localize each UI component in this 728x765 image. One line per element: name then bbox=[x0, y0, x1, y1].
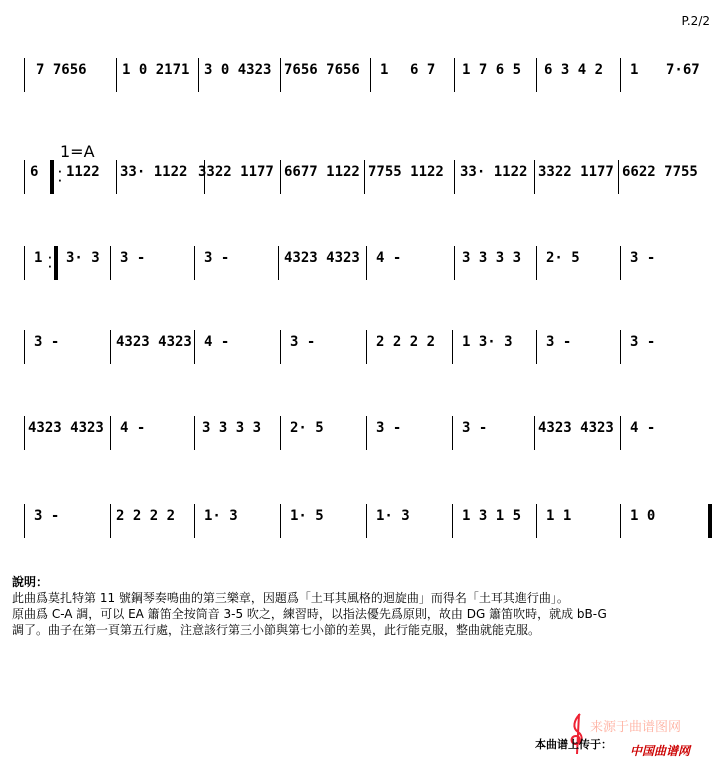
measure: 3· 3 bbox=[66, 250, 100, 266]
barline bbox=[366, 246, 367, 280]
measure: 1 0 bbox=[630, 508, 656, 524]
measure: 3 - bbox=[34, 334, 60, 350]
barline bbox=[454, 160, 455, 194]
measure: 3 - bbox=[204, 250, 230, 266]
measure: 7656 7656 bbox=[284, 62, 360, 78]
barline bbox=[116, 160, 117, 194]
measure: 1 7 6 5 bbox=[462, 62, 522, 78]
barline bbox=[618, 160, 619, 194]
barline bbox=[280, 330, 281, 364]
score-system-1 bbox=[18, 58, 718, 98]
measure: 7 7656 bbox=[36, 62, 87, 78]
page-number: P.2/2 bbox=[681, 14, 710, 28]
measure: 4323 4323 bbox=[116, 334, 192, 350]
measure: 1 3· 3 bbox=[462, 334, 513, 350]
measure: 3 - bbox=[376, 420, 402, 436]
measure: 1 bbox=[630, 62, 639, 78]
measure: 3322 1177 bbox=[538, 164, 614, 180]
barline bbox=[24, 504, 25, 538]
barline bbox=[620, 58, 621, 92]
barline bbox=[24, 330, 25, 364]
barline bbox=[194, 416, 195, 450]
measure: 1122 bbox=[66, 164, 100, 180]
measure: 3322 1177 bbox=[198, 164, 274, 180]
barline bbox=[370, 58, 371, 92]
barline bbox=[452, 504, 453, 538]
barline bbox=[280, 58, 281, 92]
measure: 1 0 2171 bbox=[122, 62, 190, 78]
barline bbox=[194, 330, 195, 364]
measure: 1 bbox=[380, 62, 389, 78]
upload-note: 本曲谱上传于： bbox=[535, 738, 612, 751]
barline bbox=[280, 160, 281, 194]
barline bbox=[366, 416, 367, 450]
measure: 1· 5 bbox=[290, 508, 324, 524]
measure: 2· 5 bbox=[546, 250, 580, 266]
measure: 2 2 2 2 bbox=[376, 334, 436, 350]
barline bbox=[110, 246, 111, 280]
measure: 6 7 bbox=[410, 62, 436, 78]
explanation-notes bbox=[12, 574, 712, 638]
barline bbox=[24, 246, 25, 280]
measure: 1 bbox=[34, 250, 43, 266]
measure: 4323 4323 bbox=[538, 420, 614, 436]
barline bbox=[366, 330, 367, 364]
score-system-4 bbox=[18, 330, 718, 370]
measure: 1· 3 bbox=[376, 508, 410, 524]
measure: 3 - bbox=[546, 334, 572, 350]
barline bbox=[536, 330, 537, 364]
measure: 6 3 4 2 bbox=[544, 62, 604, 78]
notes-line-2: 原曲爲 C-A 調，可以 EA 簫笛全按筒音 3-5 吹之，練習時，以指法優先爲原則，故由 DG 簫笛吹時，就成 bB-G bbox=[12, 607, 607, 621]
notes-line-1: 此曲爲莫扎特第 11 號鋼琴奏鳴曲的第三樂章，因題爲「土耳其風格的迴旋曲」而得名「土耳其進行曲」。 bbox=[12, 591, 569, 605]
measure: 3 - bbox=[462, 420, 488, 436]
measure: 4323 4323 bbox=[28, 420, 104, 436]
barline bbox=[110, 504, 111, 538]
notes-title: 說明： bbox=[12, 575, 49, 589]
barline bbox=[366, 504, 367, 538]
barline bbox=[452, 330, 453, 364]
key-signature: 1=A bbox=[60, 142, 95, 161]
barline bbox=[194, 246, 195, 280]
barline bbox=[620, 504, 621, 538]
site-logo: 中国曲谱网 bbox=[630, 744, 691, 758]
barline bbox=[110, 416, 111, 450]
measure: 7755 1122 bbox=[368, 164, 444, 180]
barline bbox=[364, 160, 365, 194]
measure: 3 3 3 3 bbox=[202, 420, 262, 436]
score-system-6 bbox=[18, 504, 718, 544]
measure: 33· 1122 bbox=[460, 164, 528, 180]
measure: 3 - bbox=[290, 334, 316, 350]
barline bbox=[24, 58, 25, 92]
barline bbox=[194, 504, 195, 538]
barline bbox=[280, 416, 281, 450]
notes-line-3: 調了。曲子在第一頁第五行處，注意該行第三小節與第七小節的差異，此行能克服，整曲就能克服。 bbox=[12, 623, 541, 637]
measure: 4 - bbox=[630, 420, 656, 436]
repeat-end-barline bbox=[54, 246, 58, 280]
score-system-3 bbox=[18, 246, 718, 286]
repeat-dots: · · bbox=[58, 167, 62, 187]
measure: 3 - bbox=[630, 250, 656, 266]
measure: 3 0 4323 bbox=[204, 62, 272, 78]
measure: 4 - bbox=[376, 250, 402, 266]
measure: 33· 1122 bbox=[120, 164, 188, 180]
measure: 2· 5 bbox=[290, 420, 324, 436]
barline bbox=[454, 246, 455, 280]
barline bbox=[620, 246, 621, 280]
barline bbox=[534, 160, 535, 194]
barline bbox=[536, 504, 537, 538]
barline bbox=[116, 58, 117, 92]
barline bbox=[454, 58, 455, 92]
measure: 3 - bbox=[34, 508, 60, 524]
barline bbox=[452, 416, 453, 450]
measure: 4323 4323 bbox=[284, 250, 360, 266]
repeat-dots: · · bbox=[48, 253, 52, 273]
measure: 4 - bbox=[120, 420, 146, 436]
measure: 1· 3 bbox=[204, 508, 238, 524]
barline bbox=[110, 330, 111, 364]
barline bbox=[198, 58, 199, 92]
measure: 3 - bbox=[630, 334, 656, 350]
barline bbox=[536, 246, 537, 280]
barline bbox=[620, 416, 621, 450]
measure: 4 - bbox=[204, 334, 230, 350]
measure: 6622 7755 bbox=[622, 164, 698, 180]
barline bbox=[24, 416, 25, 450]
score-system-5 bbox=[18, 416, 718, 456]
measure: 1 3 1 5 bbox=[462, 508, 522, 524]
measure: 2 2 2 2 bbox=[116, 508, 176, 524]
barline bbox=[24, 160, 25, 194]
measure: 6 bbox=[30, 164, 39, 180]
score-system-2 bbox=[18, 160, 718, 200]
repeat-start-barline bbox=[50, 160, 54, 194]
measure: 6677 1122 bbox=[284, 164, 360, 180]
watermark-text: 来源于曲谱图网 bbox=[590, 720, 682, 735]
measure: 7·67 bbox=[666, 62, 700, 78]
measure: 3 3 3 3 bbox=[462, 250, 522, 266]
barline bbox=[534, 416, 535, 450]
barline bbox=[620, 330, 621, 364]
barline bbox=[536, 58, 537, 92]
measure: 1 1 bbox=[546, 508, 572, 524]
final-barline bbox=[708, 504, 712, 538]
barline bbox=[278, 246, 279, 280]
measure: 3 - bbox=[120, 250, 146, 266]
barline bbox=[280, 504, 281, 538]
